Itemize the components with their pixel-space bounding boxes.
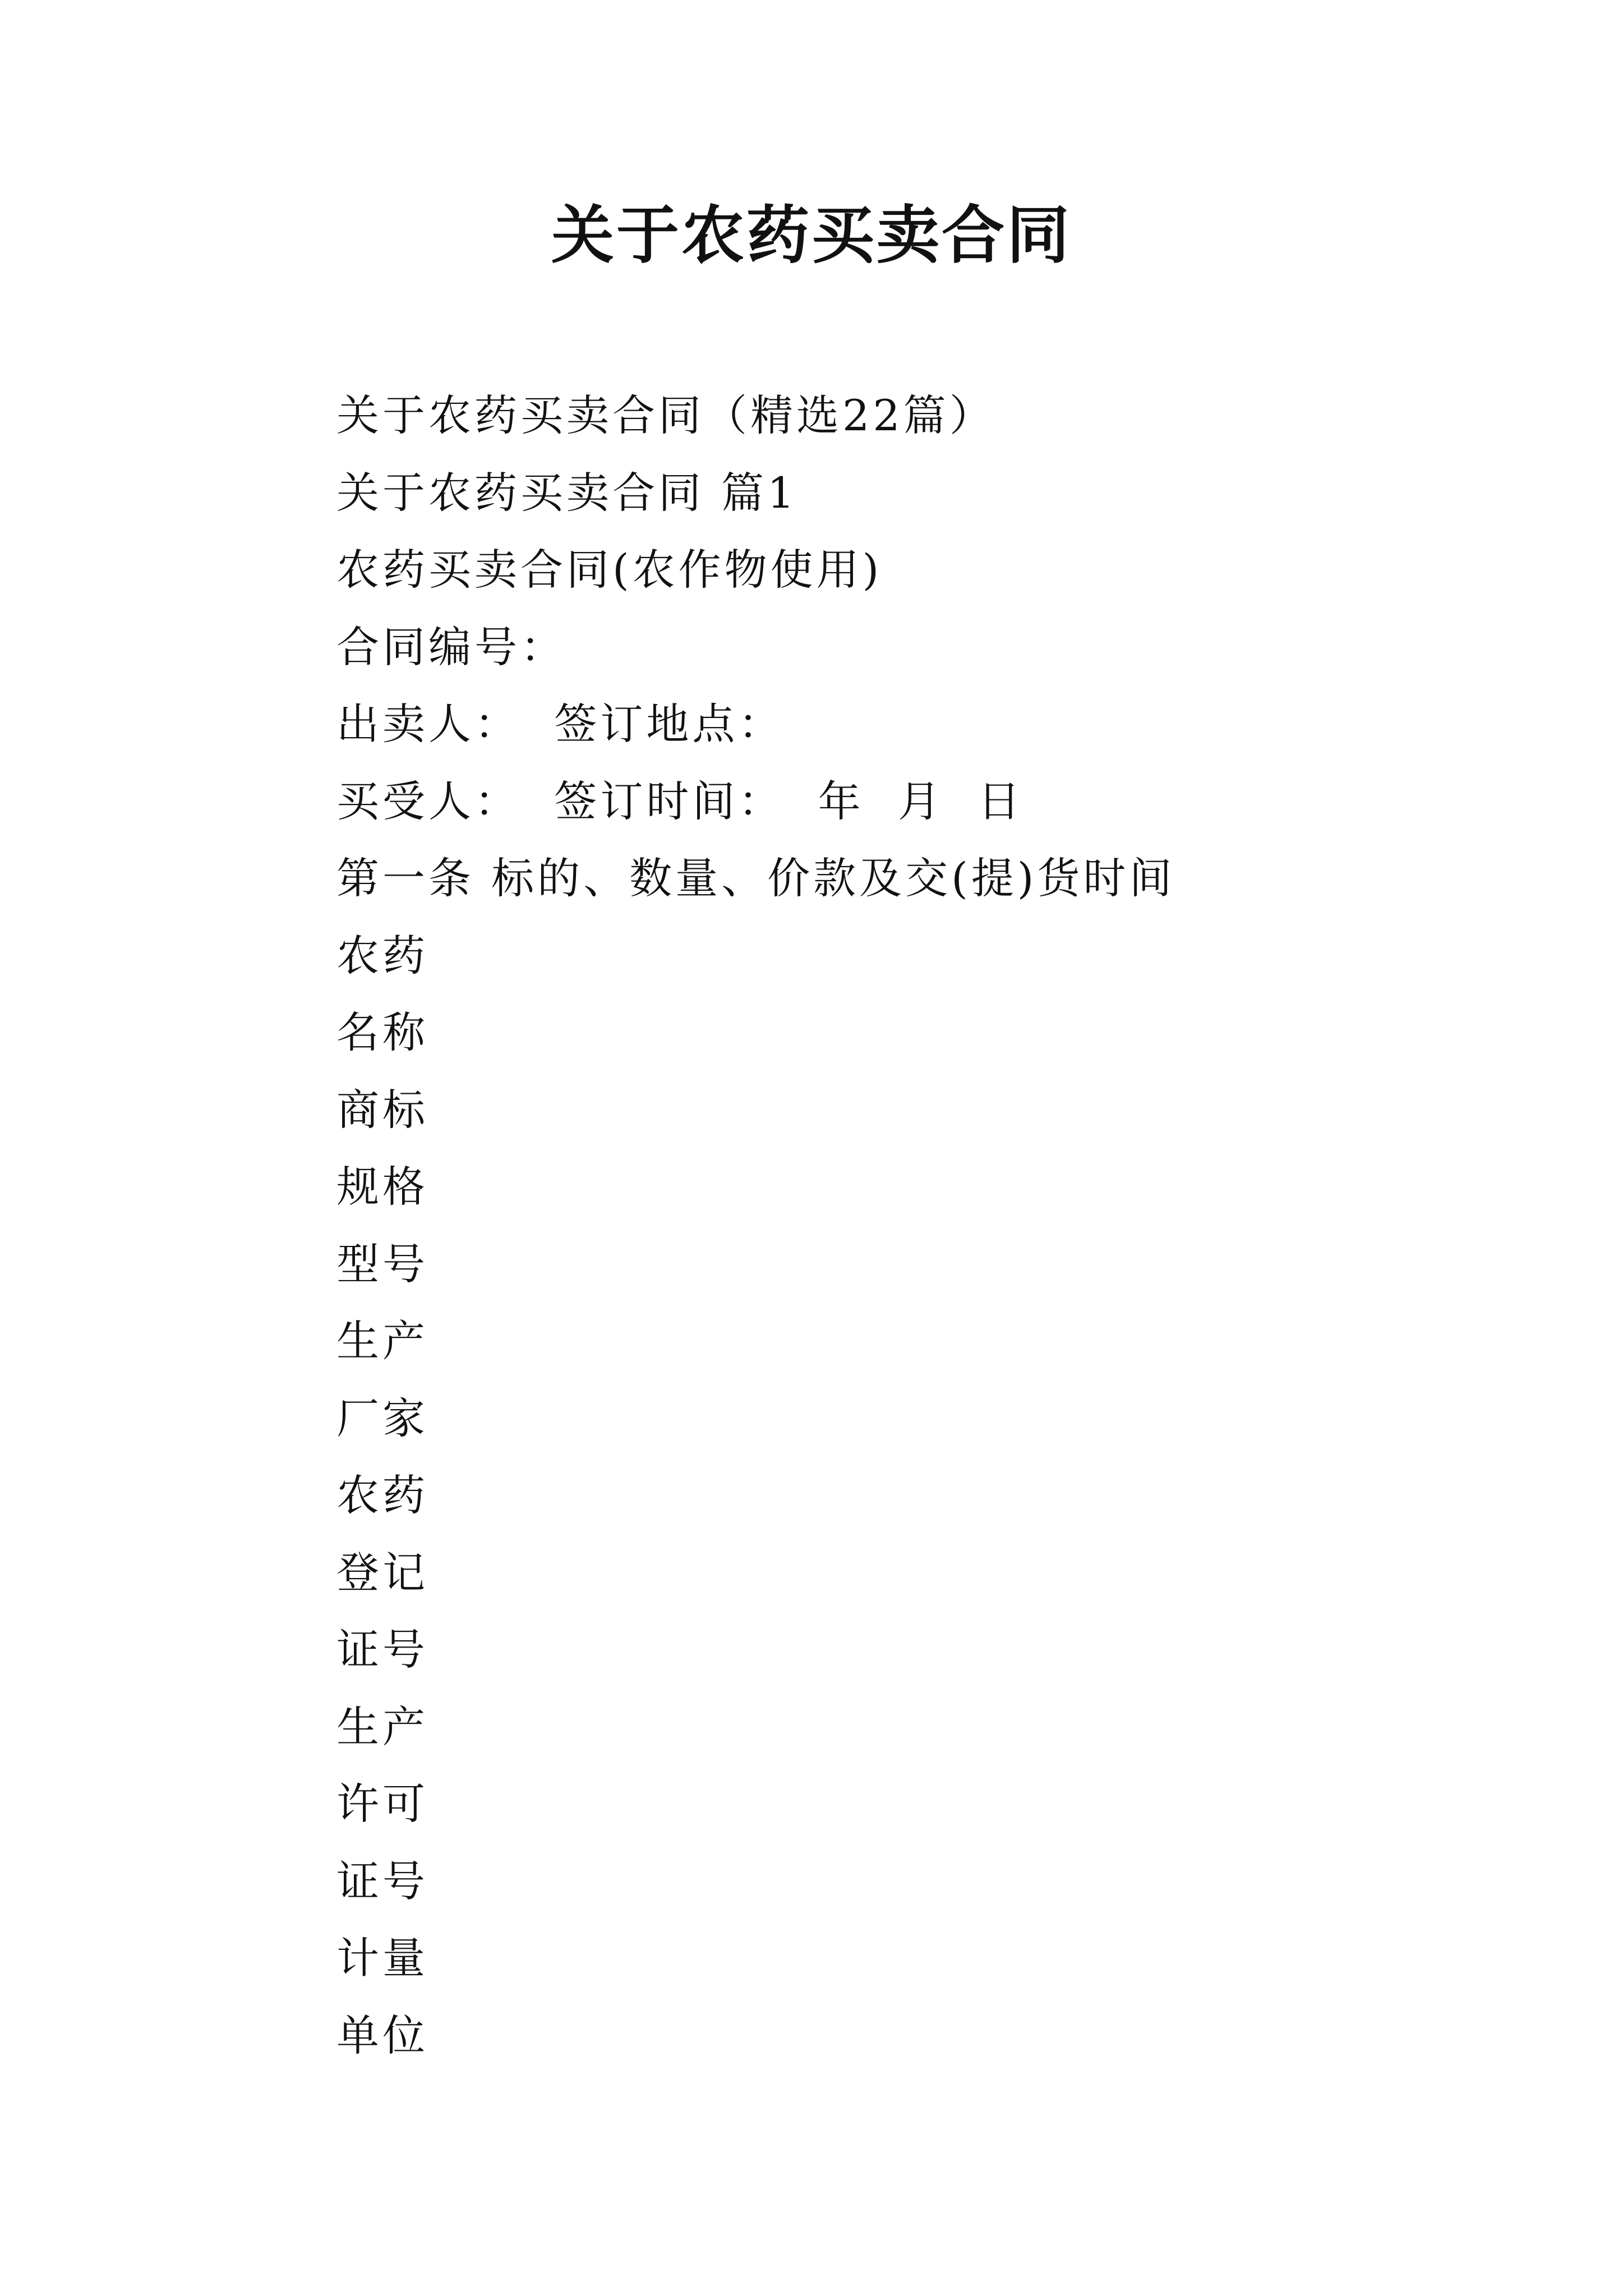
- body-line: 证号: [336, 1625, 428, 1674]
- body-line: 型号: [336, 1239, 428, 1289]
- body-line: 厂家: [336, 1393, 428, 1443]
- body-line: 合同编号：: [336, 622, 566, 672]
- body-line: 农药: [336, 1470, 428, 1520]
- body-line: 买受人： 签订时间： 年 月 日: [336, 776, 1024, 826]
- body-line: 许可: [336, 1779, 428, 1829]
- body-line: 规格: [336, 1162, 428, 1212]
- body-line: 出卖人： 签订地点：: [336, 699, 785, 749]
- document-body: [336, 377, 1514, 2074]
- body-line: 单位: [336, 2010, 428, 2060]
- body-line: 生产: [336, 1701, 428, 1752]
- body-line: 关于农药买卖合同（精选22篇）: [336, 390, 995, 440]
- body-line: 农药: [336, 930, 428, 981]
- body-line: 计量: [336, 1933, 428, 1983]
- body-line: 商标: [336, 1084, 428, 1135]
- body-line: 证号: [336, 1856, 428, 1906]
- body-line: 名称: [336, 1007, 428, 1057]
- body-line: 登记: [336, 1547, 428, 1598]
- body-line: 第一条 标的、数量、价款及交(提)货时间: [336, 853, 1175, 903]
- body-line: 生产: [336, 1316, 428, 1366]
- body-line: 农药买卖合同(农作物使用): [336, 545, 883, 595]
- document-title: 关于农药买卖合同: [551, 199, 1072, 272]
- body-line: 关于农药买卖合同 篇1: [336, 467, 798, 518]
